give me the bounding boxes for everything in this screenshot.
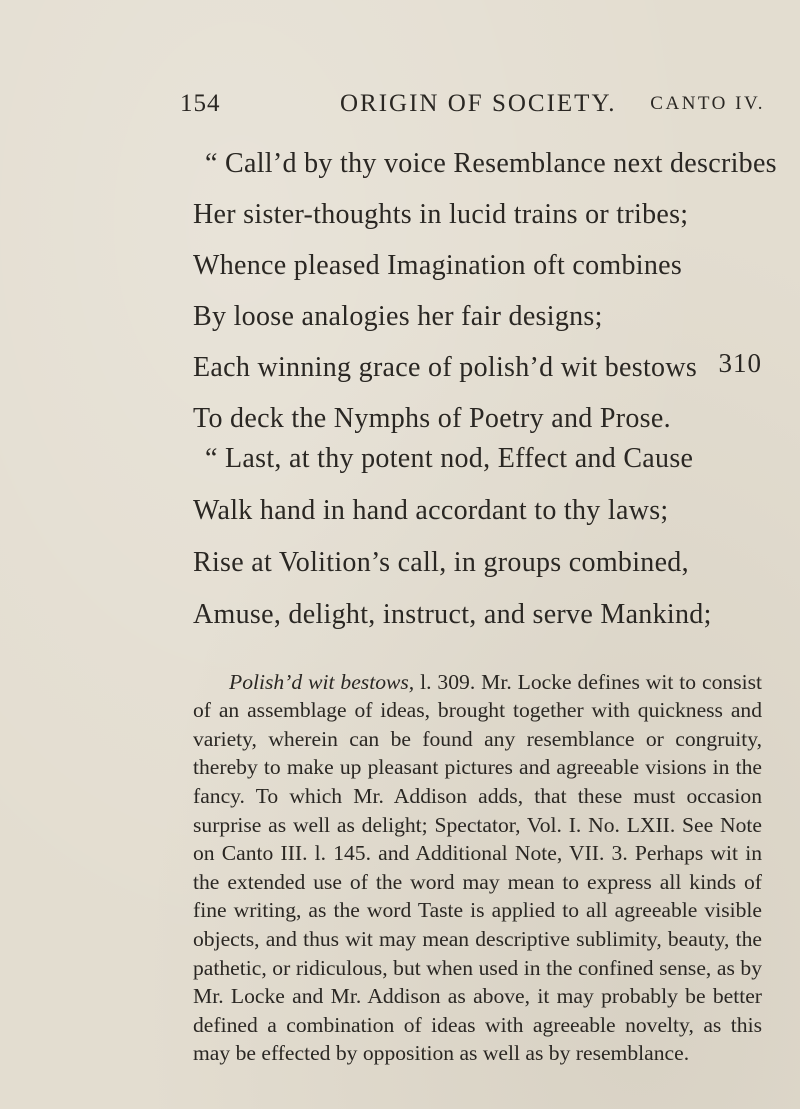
note-lemma: Polish’d wit bestows, xyxy=(229,669,415,694)
running-title: ORIGIN OF SOCIETY. xyxy=(340,90,617,117)
commentary-note xyxy=(193,668,762,1068)
running-header xyxy=(180,90,765,126)
verse-line: Each winning grace of polish’d wit bestows xyxy=(193,352,698,383)
verse-line: Whence pleased Imagination oft combines xyxy=(193,250,683,281)
verse-line: Amuse, delight, instruct, and serve Mankind; xyxy=(193,599,712,630)
verse-line: Rise at Volition’s call, in groups combined, xyxy=(193,547,689,578)
verse-line: “ Call’d by thy voice Resemblance next describes xyxy=(205,148,777,179)
page-number: 154 xyxy=(180,90,221,117)
verse-line: To deck the Nymphs of Poetry and Prose. xyxy=(193,403,671,434)
verse-line: “ Last, at thy potent nod, Effect and Cause xyxy=(205,443,694,474)
note-body: l. 309. Mr. Locke defines wit to consist of an assemblage of ideas, brought together with quickness and variety, wherein can be found any resemblance or congruity, thereby to make up pleasant pictures and agreeable visions in the fancy. To which Mr. Addison adds, that these must occasion surprise as well as delight; Spectator, Vol. I. No. LXII. See Note on Canto III. l. 145. and Additional Note, VII. 3. Perhaps wit in the extended use of the word may mean to express all kinds of fine writing, as the word Taste is applied to all agreeable visible objects, and thus wit may mean descriptive sublimity, beauty, the pathetic, or ridiculous, but when used in the confined sense, as by Mr. Locke and Mr. Addison as above, it may probably be better defined a combination of ideas with agreeable novelty, as this may be effected by opposition as well as by resemblance. xyxy=(193,669,762,1066)
canto-label: CANTO IV. xyxy=(650,93,765,114)
poem-stanza-2 xyxy=(193,433,753,641)
poem-stanza-1 xyxy=(193,138,777,444)
verse-line: By loose analogies her fair designs; xyxy=(193,301,603,332)
verse-line: Walk hand in hand accordant to thy laws; xyxy=(193,495,669,526)
verse-line: Her sister-thoughts in lucid trains or tribes; xyxy=(193,199,689,230)
line-number: 310 xyxy=(718,348,762,378)
